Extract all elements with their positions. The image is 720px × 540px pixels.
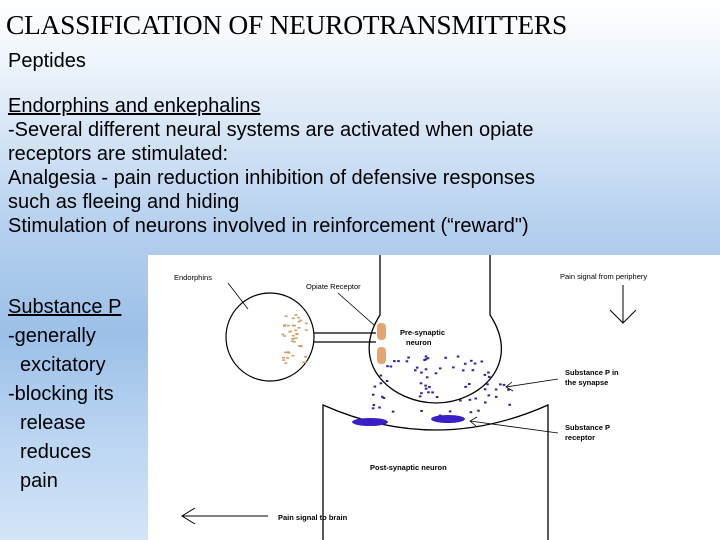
substance-p-dot xyxy=(468,383,471,385)
label-endorphins: Endorphins xyxy=(174,273,212,282)
endorphin-dot xyxy=(286,357,289,359)
substance-p-dot xyxy=(431,391,434,393)
text-line: Analgesia - pain reduction inhibition of defensive responses xyxy=(8,167,536,189)
endorphin-dot xyxy=(291,338,294,340)
substance-p-dot xyxy=(435,372,438,374)
label-substance-p-synapse: Substance P in xyxy=(565,368,619,377)
text-line: -generally xyxy=(8,325,96,347)
substance-p-dot xyxy=(397,360,400,362)
endorphins-section xyxy=(8,94,713,238)
endorphin-dot xyxy=(283,335,286,337)
substance-p-dots xyxy=(372,355,511,417)
endorphin-dot xyxy=(284,362,287,364)
substance-p-dot xyxy=(386,380,389,382)
text-line: Stimulation of neurons involved in reinforcement (“reward") xyxy=(8,215,529,237)
substance-p-dot xyxy=(499,383,502,385)
arrow-down-icon xyxy=(610,285,636,323)
substance-p-dot xyxy=(420,382,423,384)
endorphin-dot xyxy=(282,357,285,359)
substance-p-dot xyxy=(488,376,491,378)
substance-p-dot xyxy=(372,394,375,396)
substance-p-dot xyxy=(380,375,383,377)
endorphin-dot xyxy=(287,325,290,327)
endorphin-dot xyxy=(285,316,288,318)
substance-p-dot xyxy=(457,356,460,358)
substance-p-dot xyxy=(425,355,428,357)
substance-p-dot xyxy=(425,368,428,370)
label-pain-signal-periphery: Pain signal from periphery xyxy=(560,272,648,281)
substance-p-dot xyxy=(427,391,430,393)
arrow-left-icon xyxy=(506,379,558,391)
substance-p-dot xyxy=(420,410,423,412)
substance-p-dot xyxy=(486,383,489,385)
endorphin-dot xyxy=(299,345,302,347)
substance-p-dot xyxy=(477,410,480,412)
substance-p-dot xyxy=(390,366,393,368)
substance-p-dot xyxy=(414,369,417,371)
endorphin-dot xyxy=(288,331,291,333)
substance-p-dot xyxy=(484,388,487,390)
endorphin-dot xyxy=(284,352,287,354)
substance-p-dot xyxy=(416,367,419,369)
synapse-diagram-svg xyxy=(148,255,720,540)
opiate-receptors xyxy=(377,323,386,364)
substance-p-dot xyxy=(472,369,475,371)
label-substance-p-synapse: the synapse xyxy=(565,378,609,387)
substance-p-dot xyxy=(444,357,447,359)
substance-p-dot xyxy=(488,394,491,396)
substance-p-dot xyxy=(495,389,498,391)
substance-p-dot xyxy=(469,399,472,401)
substance-p-dot xyxy=(406,360,409,362)
substance-p-dot xyxy=(487,372,490,374)
substance-p-dot xyxy=(427,357,430,359)
text-line: pain xyxy=(20,470,58,492)
substance-p-dot xyxy=(464,386,467,388)
section-subtitle: Peptides xyxy=(8,50,86,72)
endorphin-dot xyxy=(296,333,299,335)
endorphin-dot xyxy=(291,355,294,357)
endorphin-dot xyxy=(304,356,307,358)
text-line: receptors are stimulated: xyxy=(8,143,229,165)
substance-p-dot xyxy=(393,360,396,362)
text-line: such as fleeing and hiding xyxy=(8,191,240,213)
opiate-receptor xyxy=(377,347,386,364)
arrow-left-icon xyxy=(182,508,268,524)
text-line: -Several different neural systems are activated when opiate xyxy=(8,119,534,141)
substance-p-receptors xyxy=(352,415,465,426)
endorphin-dot xyxy=(292,335,295,337)
substance-p-dot xyxy=(474,363,477,365)
substance-p-dot xyxy=(407,357,410,359)
arrow-endorphins xyxy=(228,283,248,309)
substance-p-dot xyxy=(380,382,383,384)
substance-p-heading: Substance P xyxy=(8,296,122,318)
substance-p-dot xyxy=(436,396,439,398)
text-line: reduces xyxy=(20,441,92,463)
label-substance-p-receptor: receptor xyxy=(565,433,596,442)
endorphin-dot xyxy=(281,334,284,336)
substance-p-dot xyxy=(386,365,389,367)
endorphins-heading: Endorphins and enkephalins xyxy=(8,95,261,117)
text-line: -blocking its xyxy=(8,383,114,405)
substance-p-dot xyxy=(449,410,452,412)
endorphin-dot xyxy=(295,337,298,339)
substance-p-dot xyxy=(420,372,423,374)
opiate-receptor xyxy=(377,323,386,340)
substance-p-dot xyxy=(503,384,506,386)
substance-p-dot xyxy=(419,395,422,397)
substance-p-dot xyxy=(470,360,473,362)
endorphin-dot xyxy=(291,341,294,343)
substance-p-dot xyxy=(481,361,484,363)
endorphin-dot xyxy=(284,324,287,326)
substance-p-dot xyxy=(439,367,442,369)
label-substance-p-receptor: Substance P xyxy=(565,423,611,432)
endorphin-dot xyxy=(302,361,305,363)
endorphin-dot xyxy=(305,323,308,325)
substance-p-dot xyxy=(428,386,431,388)
text-line: excitatory xyxy=(20,354,106,376)
endorphin-dot xyxy=(282,359,285,361)
substance-p-receptor xyxy=(431,415,465,423)
endorphin-dot xyxy=(294,314,297,316)
substance-p-dot xyxy=(475,398,478,400)
endorphin-dot xyxy=(299,320,302,322)
substance-p-dot xyxy=(420,392,423,394)
synapse-diagram xyxy=(148,255,720,540)
endorphin-dots xyxy=(281,314,308,364)
substance-p-dot xyxy=(452,366,455,368)
endorphin-dot xyxy=(305,329,308,331)
endorphin-dot xyxy=(292,325,295,327)
substance-p-section xyxy=(8,293,121,496)
substance-p-dot xyxy=(372,407,375,409)
post-synaptic-neuron xyxy=(323,405,548,540)
endorphin-dot xyxy=(292,318,295,320)
substance-p-dot xyxy=(392,411,395,413)
substance-p-dot xyxy=(459,400,462,402)
substance-p-dot xyxy=(424,385,427,387)
substance-p-dot xyxy=(484,374,487,376)
endorphin-neuron xyxy=(226,293,376,381)
substance-p-dot xyxy=(426,376,429,378)
substance-p-dot xyxy=(378,407,381,409)
text-line: release xyxy=(20,412,86,434)
substance-p-dot xyxy=(470,411,473,413)
substance-p-dot xyxy=(425,388,428,390)
label-pre-synaptic: Pre-synaptic xyxy=(400,328,446,337)
label-opiate-receptor: Opiate Receptor xyxy=(306,282,361,291)
substance-p-dot xyxy=(374,386,377,388)
endorphin-dot xyxy=(287,351,290,353)
substance-p-dot xyxy=(383,397,386,399)
substance-p-receptor xyxy=(352,418,388,426)
label-pre-synaptic: neuron xyxy=(406,338,432,347)
substance-p-dot xyxy=(495,396,498,398)
arrow-opiate-receptor xyxy=(338,293,374,325)
substance-p-dot xyxy=(462,369,465,371)
substance-p-dot xyxy=(464,363,467,365)
endorphin-dot xyxy=(294,330,297,332)
endorphin-dot xyxy=(298,327,301,329)
slide-title: CLASSIFICATION OF NEUROTRANSMITTERS xyxy=(6,9,567,40)
substance-p-dot xyxy=(373,404,376,406)
label-pain-signal-brain: Pain signal to brain xyxy=(278,513,348,522)
substance-p-dot xyxy=(508,404,511,406)
label-post-synaptic: Post-synaptic neuron xyxy=(370,463,447,472)
substance-p-dot xyxy=(484,402,487,404)
endorphin-dot xyxy=(297,317,300,319)
